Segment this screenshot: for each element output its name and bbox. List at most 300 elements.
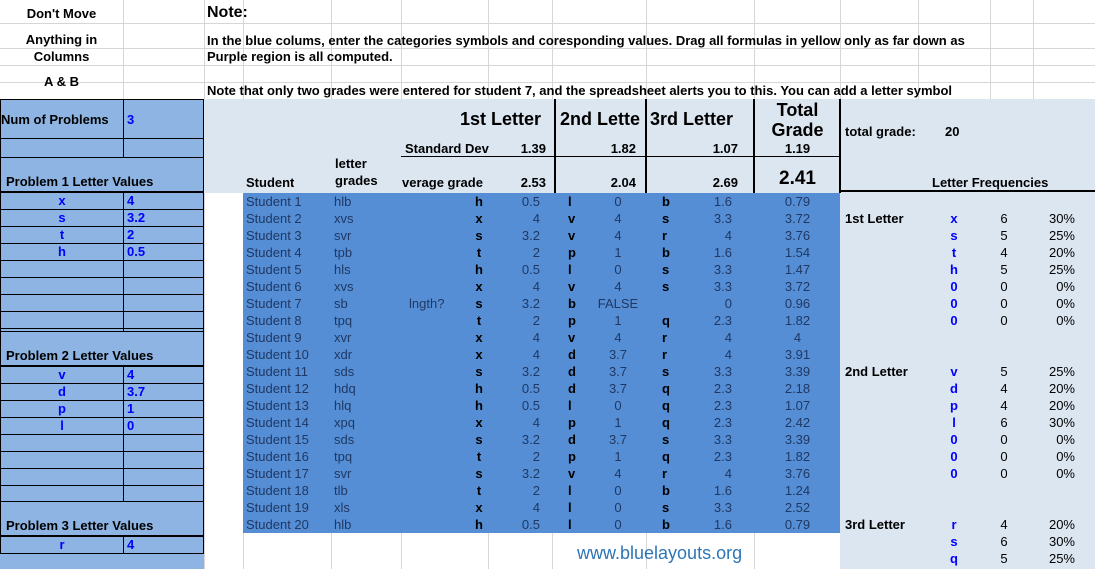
student-name[interactable]: Student 19 [246,500,309,515]
letter-grades-cell[interactable]: hdq [334,381,356,396]
letter-symbol-cell[interactable]: p [0,400,124,418]
second-letter-value: 1 [614,449,622,464]
letter-grades-header-2: grades [335,173,378,188]
letter-grades-cell[interactable]: xvs [334,211,354,226]
student-name[interactable]: Student 6 [246,279,302,294]
frequency-count: 0 [1000,466,1008,481]
frequency-percent: 0% [1056,313,1075,328]
letter-frequencies-header: Letter Frequencies [932,175,1049,190]
second-letter: p [568,245,576,260]
total-grade: 3.72 [784,211,811,226]
first-letter-value: 3.2 [521,466,540,481]
frequency-count: 0 [1000,279,1008,294]
frequency-percent: 0% [1056,466,1075,481]
letter-grades-cell[interactable]: svr [334,228,352,243]
note-line2: Purple region is all computed. [207,49,393,64]
student-name[interactable]: Student 1 [246,194,302,209]
letter-value-cell[interactable]: 4 [123,536,204,554]
length-warning [409,397,469,414]
third-letter-value: 2.3 [713,415,732,430]
frequency-count: 5 [1000,551,1008,566]
length-warning [409,193,469,210]
length-warning [409,363,469,380]
letter-grades-cell[interactable]: hlq [334,398,352,413]
first-letter: s [475,296,483,311]
first-letter: t [476,245,482,260]
third-letter-value: 3.3 [713,364,732,379]
first-letter-value: 2 [532,245,540,260]
frequency-symbol: r [951,517,957,532]
student-name[interactable]: Student 16 [246,449,309,464]
frequency-symbol: s [950,534,958,549]
first-letter-value: 4 [532,279,540,294]
letter-symbol-cell[interactable]: t [0,226,124,244]
left-note-line4: A & B [44,74,79,89]
second-letter: d [568,364,576,379]
empty-cell[interactable] [123,451,204,469]
empty-cell[interactable] [123,260,204,278]
frequency-section-label: 2nd Letter [845,364,908,379]
frequency-symbol: q [950,551,958,566]
second-letter-value: 0 [614,500,622,515]
problem-title: Problem 1 Letter Values [0,157,204,192]
avg-3: 2.69 [712,175,738,190]
frequency-symbol: 0 [950,313,958,328]
total-grade: 2.42 [784,415,811,430]
letter-grades-cell[interactable]: tpq [334,449,353,464]
letter-grades-cell[interactable]: sb [334,296,348,311]
frequency-symbol: l [952,415,956,430]
empty-cell[interactable] [0,434,124,452]
first-letter: x [475,500,483,515]
empty-cell[interactable] [123,277,204,295]
num-problems-value[interactable]: 3 [123,99,204,139]
first-letter: h [475,194,483,209]
first-letter: t [476,313,482,328]
student-name[interactable]: Student 12 [246,381,309,396]
letter-grades-cell[interactable]: hls [334,262,351,277]
frequency-count: 0 [1000,313,1008,328]
empty-cell[interactable] [0,260,124,278]
first-letter: t [476,449,482,464]
frequency-count: 6 [1000,211,1008,226]
student-name[interactable]: Student 14 [246,415,309,430]
second-letter-value: 0 [614,398,622,413]
std-dev-2: 1.82 [610,141,636,156]
empty-cell[interactable] [123,138,204,158]
std-dev-1: 1.39 [520,141,546,156]
frequency-symbol: 0 [950,296,958,311]
first-letter-value: 3.2 [521,228,540,243]
letter-grades-cell[interactable]: tpq [334,313,353,328]
third-letter-value: 4 [724,347,732,362]
frequency-percent: 25% [1048,364,1075,379]
empty-cell[interactable] [0,451,124,469]
length-warning [409,380,469,397]
third-letter-value: 3.3 [713,432,732,447]
frequency-count: 0 [1000,296,1008,311]
third-letter [662,295,680,312]
third-letter: r [662,228,668,243]
frequency-symbol: 0 [950,279,958,294]
frequency-symbol: x [950,211,958,226]
letter-grades-cell[interactable]: sds [334,432,355,447]
third-letter-value: 3.3 [713,262,732,277]
frequency-count: 4 [1000,245,1008,260]
header-1st-letter: 1st Letter [460,109,542,129]
first-letter: x [475,279,483,294]
second-letter: v [568,330,576,345]
total-grade: 3.39 [784,364,811,379]
length-warning: lngth? [409,296,445,311]
note-title: Note: [207,4,248,21]
letter-value-cell[interactable]: 0 [123,417,204,435]
problem-title: Problem 2 Letter Values [0,331,204,366]
frequency-percent: 0% [1056,279,1075,294]
second-letter-value: 1 [614,415,622,430]
std-dev-label: Standard Dev [405,141,489,156]
total-grade: 3.39 [784,432,811,447]
second-letter-value: 4 [614,211,622,226]
frequency-symbol: v [950,364,958,379]
total-grade: 4 [793,330,802,345]
second-letter: v [568,228,576,243]
student-name[interactable]: Student 8 [246,313,302,328]
second-letter: p [568,313,576,328]
third-letter-value: 4 [724,228,732,243]
total-grades-label: total grade: [845,124,916,139]
total-grade: 0.79 [784,194,811,209]
frequency-percent: 25% [1048,262,1075,277]
letter-value-cell[interactable]: 2 [123,226,204,244]
first-letter-value: 2 [532,449,540,464]
header-grade: Grade [771,120,824,140]
divider [554,99,556,193]
letter-symbol-cell[interactable]: v [0,366,124,384]
total-grade: 1.07 [784,398,811,413]
letter-grades-cell[interactable]: xvs [334,279,354,294]
letter-grades-cell[interactable]: svr [334,466,352,481]
second-letter: p [568,415,576,430]
frequency-symbol: 0 [950,449,958,464]
second-letter-value: 0 [614,194,622,209]
first-letter: h [475,517,483,532]
first-letter: s [475,432,483,447]
letter-value-cell[interactable]: 1 [123,400,204,418]
second-letter: l [568,262,572,277]
third-letter: q [662,398,670,413]
length-warning [409,499,469,516]
frequency-symbol: d [950,381,958,396]
second-letter: b [568,296,576,311]
first-letter-value: 4 [532,211,540,226]
divider [401,156,840,157]
frequency-percent: 30% [1048,211,1075,226]
length-warning [409,516,469,533]
length-warning [409,210,469,227]
empty-cell[interactable] [123,468,204,486]
frequency-count: 6 [1000,534,1008,549]
watermark-text: www.bluelayouts.org [577,543,743,563]
third-letter: b [662,194,670,209]
total-grade: 1.24 [784,483,811,498]
second-letter-value: 0 [614,262,622,277]
third-letter: q [662,415,670,430]
empty-cell[interactable] [123,311,204,329]
divider [840,190,1095,192]
std-dev-3: 1.07 [712,141,738,156]
third-letter-value: 2.3 [713,398,732,413]
third-letter-value: 3.3 [713,211,732,226]
second-letter: d [568,381,576,396]
avg-2: 2.04 [610,175,636,190]
total-grade: 1.54 [784,245,811,260]
length-warning [409,312,469,329]
first-letter: s [475,466,483,481]
letter-grades-cell[interactable]: sds [334,364,355,379]
third-letter-value: 3.3 [713,500,732,515]
student-name[interactable]: Student 20 [246,517,309,532]
third-letter-value: 4 [724,330,732,345]
letter-value-cell[interactable]: 3.7 [123,383,204,401]
length-warning [409,448,469,465]
student-name[interactable]: Student 4 [246,245,302,260]
third-letter: q [662,381,670,396]
second-letter-value: 4 [614,228,622,243]
letter-value-cell[interactable]: 4 [123,192,204,210]
letter-symbol-cell[interactable]: s [0,209,124,227]
letter-grades-cell[interactable]: xvr [334,330,352,345]
total-grade: 0.79 [784,517,811,532]
letter-grades-cell[interactable]: xls [334,500,350,515]
letter-symbol-cell[interactable]: h [0,243,124,261]
left-note-line1: Don't Move [26,6,97,21]
first-letter-value: 4 [532,500,540,515]
empty-cell[interactable] [123,294,204,312]
total-grade: 1.82 [784,449,811,464]
total-grade: 2.52 [784,500,811,515]
third-letter-value: 2.3 [713,449,732,464]
second-letter: d [568,432,576,447]
letter-value-cell[interactable]: 4 [123,366,204,384]
header-2nd-letter: 2nd Lette [560,109,641,129]
second-letter-value: 0 [614,483,622,498]
length-warning [409,431,469,448]
letter-value-cell[interactable]: 0.5 [123,243,204,261]
student-name[interactable]: Student 11 [246,364,308,379]
frequency-count: 6 [1000,415,1008,430]
student-name[interactable]: Student 18 [246,483,309,498]
third-letter: q [662,449,670,464]
frequency-count: 4 [1000,381,1008,396]
third-letter: b [662,517,670,532]
first-letter-value: 4 [532,330,540,345]
second-letter: v [568,279,576,294]
empty-cell[interactable] [0,277,124,295]
frequency-symbol: 0 [950,432,958,447]
frequency-count: 5 [1000,364,1008,379]
third-letter: s [662,500,670,515]
letter-grades-cell[interactable]: hlb [334,194,352,209]
frequency-count: 0 [1000,432,1008,447]
first-letter-value: 0.5 [521,194,540,209]
third-letter-value: 0 [724,296,732,311]
first-letter-value: 4 [532,415,540,430]
note-line1: In the blue colums, enter the categories symbols and coresponding values. Drag all formulas in yellow only as far down as [207,33,965,48]
second-letter: d [568,347,576,362]
frequency-percent: 20% [1048,398,1075,413]
third-letter: r [662,347,668,362]
letter-grades-cell[interactable]: tpb [334,245,353,260]
frequency-percent: 0% [1056,296,1075,311]
second-letter-value: 3.7 [608,347,628,362]
frequency-symbol: t [951,245,957,260]
first-letter-value: 0.5 [521,398,540,413]
avg-1: 2.53 [520,175,546,190]
frequency-percent: 25% [1048,551,1075,566]
length-warning [409,482,469,499]
second-letter-value: 0 [614,517,622,532]
letter-symbol-cell[interactable]: x [0,192,124,210]
frequency-count: 4 [1000,398,1008,413]
first-letter-value: 2 [532,313,540,328]
frequency-percent: 20% [1048,381,1075,396]
frequency-count: 4 [1000,517,1008,532]
first-letter: s [475,364,483,379]
second-letter-value: 4 [614,279,622,294]
frequency-count: 5 [1000,228,1008,243]
frequency-percent: 20% [1048,245,1075,260]
first-letter-value: 0.5 [521,517,540,532]
frequency-percent: 20% [1048,517,1075,532]
first-letter: s [475,228,483,243]
second-letter-value: 3.7 [608,364,628,379]
total-grades-value: 20 [945,124,960,139]
third-letter: r [662,466,668,481]
avg-label: verage grade [402,175,483,190]
frequency-percent: 0% [1056,449,1075,464]
letter-symbol-cell[interactable]: l [0,417,124,435]
third-letter-value: 1.6 [713,245,732,260]
letter-value-cell[interactable]: 3.2 [123,209,204,227]
letter-grades-cell[interactable]: xdr [334,347,353,362]
divider [645,99,647,193]
empty-cell[interactable] [123,434,204,452]
length-warning [409,278,469,295]
first-letter-value: 4 [532,347,540,362]
total-grade: 3.91 [784,347,811,362]
second-letter: v [568,466,576,481]
left-note-line3: Columns [33,49,90,64]
letter-grades-cell[interactable]: xpq [334,415,355,430]
empty-cell[interactable] [0,294,124,312]
total-grade: 3.76 [784,228,811,243]
second-letter-value: 1 [614,245,622,260]
third-letter: s [662,262,670,277]
first-letter: x [475,347,483,362]
third-letter: b [662,483,670,498]
total-grade: 1.82 [784,313,811,328]
empty-cell[interactable] [0,138,124,158]
first-letter-value: 0.5 [521,262,540,277]
third-letter: b [662,245,670,260]
student-name[interactable]: Student 17 [246,466,309,481]
third-letter-value: 1.6 [713,194,732,209]
frequency-percent: 25% [1048,228,1075,243]
student-name[interactable]: Student 3 [246,228,302,243]
student-name[interactable]: Student 5 [246,262,302,277]
student-name[interactable]: Student 15 [246,432,309,447]
student-table [243,193,840,533]
first-letter-value: 3.2 [521,432,540,447]
student-name[interactable]: Student 7 [246,296,302,311]
frequency-symbol: 0 [950,466,958,481]
second-letter: p [568,449,576,464]
second-letter-value: 1 [614,313,622,328]
note-line3: Note that only two grades were entered for student 7, and the spreadsheet alerts you to this. You can add a letter symbol [207,83,953,98]
frequency-percent: 30% [1048,534,1075,549]
third-letter: r [662,330,668,345]
student-name[interactable]: Student 13 [246,398,309,413]
third-letter: s [662,364,670,379]
letter-symbol-cell[interactable]: d [0,383,124,401]
third-letter-value: 3.3 [713,279,732,294]
student-name[interactable]: Student 10 [246,347,309,362]
empty-cell[interactable] [0,311,124,329]
empty-cell[interactable] [0,468,124,486]
letter-grades-cell[interactable]: hlb [334,517,352,532]
left-note-line2: Anything in [25,32,98,47]
frequency-percent: 30% [1048,415,1075,430]
second-letter-value: 4 [614,330,622,345]
problem-title: Problem 3 Letter Values [0,501,204,536]
first-letter: h [475,381,483,396]
frequency-count: 0 [1000,449,1008,464]
first-letter-value: 0.5 [521,381,540,396]
frequency-percent: 0% [1056,432,1075,447]
second-letter: l [568,500,572,515]
first-letter: t [476,483,482,498]
frequency-symbol: p [950,398,958,413]
second-letter: l [568,194,572,209]
first-letter: x [475,330,483,345]
second-letter-value: 4 [614,466,622,481]
first-letter: x [475,415,483,430]
first-letter-value: 2 [532,483,540,498]
second-letter: v [568,211,576,226]
third-letter: s [662,211,670,226]
letter-symbol-cell[interactable]: r [0,536,124,554]
student-name[interactable]: Student 9 [246,330,302,345]
frequency-symbol: s [950,228,958,243]
length-warning [409,244,469,261]
third-letter-value: 2.3 [713,313,732,328]
header-3rd-letter: 3rd Letter [650,109,734,129]
letter-grades-cell[interactable]: tlb [334,483,348,498]
student-header: Student [246,175,295,190]
third-letter: q [662,313,670,328]
length-warning [409,465,469,482]
length-warning [409,227,469,244]
total-grade: 2.18 [784,381,811,396]
student-name[interactable]: Student 2 [246,211,302,226]
second-letter: l [568,398,572,413]
second-letter: l [568,517,572,532]
frequency-symbol: h [950,262,958,277]
frequency-section-label: 1st Letter [845,211,904,226]
second-letter-value: FALSE [597,296,639,311]
avg-total: 2.41 [779,168,816,189]
